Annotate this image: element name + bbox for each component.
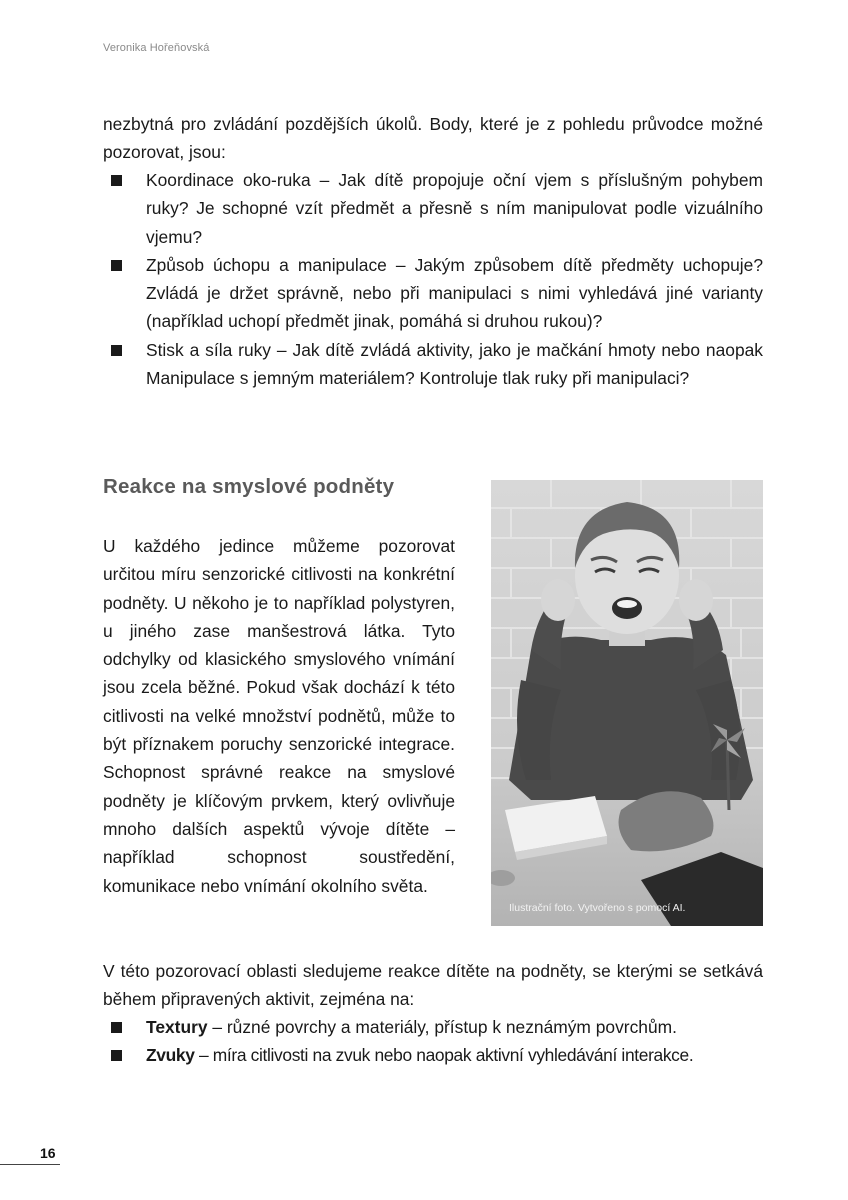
photo-caption: Ilustrační foto. Vytvořeno s pomocí AI. <box>509 902 686 914</box>
list-item-text: – různé povrchy a materiály, přístup k neznámým povrchům. <box>207 1017 677 1037</box>
list-item <box>103 251 763 336</box>
illustrative-photo <box>491 480 763 926</box>
square-bullet-icon <box>111 260 122 271</box>
square-bullet-icon <box>111 1050 122 1061</box>
intro-paragraph: nezbytná pro zvládání pozdějších úkolů. Body, které je z pohledu průvodce možné pozorovat, jsou: <box>103 114 763 163</box>
list-item <box>103 1041 768 1069</box>
list-item-text: Stisk a síla ruky – Jak dítě zvládá aktivity, jako je mačkání hmoty nebo naopak Manipulace s jemným materiálem? Kontroluje tlak ruky při manipulaci? <box>146 339 763 389</box>
stimuli-list <box>103 1013 768 1070</box>
running-head-author: Veronika Hořeňovská <box>103 42 210 54</box>
section-heading: Reakce na smyslové podněty <box>103 475 395 498</box>
list-item-term: Zvuky <box>146 1045 195 1066</box>
section-paragraph: U každého jedince můžeme pozorovat určitou míru senzorické citlivosti na konkrétní podněty. U někoho je to například polystyren, u jiného zase manšestrová látka. Tyto odchylky od klasického smyslového vnímání jsou zcela běžné. Pokud však dochází k této citlivosti na velké množství podnětů, může to být příznakem poruchy senzorické integrace. Schopnost správné reakce na smyslové podněty je klíčovým prvkem, který ovlivňuje mnoho dalších aspektů vývoje dítěte – například schopnost soustředění, komunikace nebo vnímání okolního světa. <box>103 536 455 896</box>
child-covering-ears-illustration <box>491 480 763 926</box>
observation-paragraph: V této pozorovací oblasti sledujeme reakce dítěte na podněty, se kterými se setkává během připravených aktivit, zejména na: <box>103 961 763 1010</box>
footer-rule <box>0 1164 60 1165</box>
observation-points-list <box>103 166 763 392</box>
list-item <box>103 1013 768 1041</box>
list-item-text: Způsob úchopu a manipulace – Jakým způsobem dítě předměty uchopuje? Zvládá je držet správně, nebo při manipulaci s nimi vyhledává jiné varianty (například uchopí předmět jinak, pomáhá si druhou rukou)? <box>146 254 763 332</box>
square-bullet-icon <box>111 1022 122 1033</box>
list-item-text: Koordinace oko-ruka – Jak dítě propojuje oční vjem s příslušným pohybem ruky? Je schopné vzít předmět a přesně s ním manipulovat podle vizuálního vjemu? <box>146 170 763 247</box>
list-item-text: – míra citlivosti na zvuk nebo naopak aktivní vyhledávání interakce. <box>194 1045 694 1066</box>
square-bullet-icon <box>111 345 122 356</box>
square-bullet-icon <box>111 175 122 186</box>
list-item-term: Textury <box>146 1017 208 1037</box>
list-item <box>103 336 763 393</box>
list-item <box>103 166 763 251</box>
page-number: 16 <box>40 1145 56 1161</box>
